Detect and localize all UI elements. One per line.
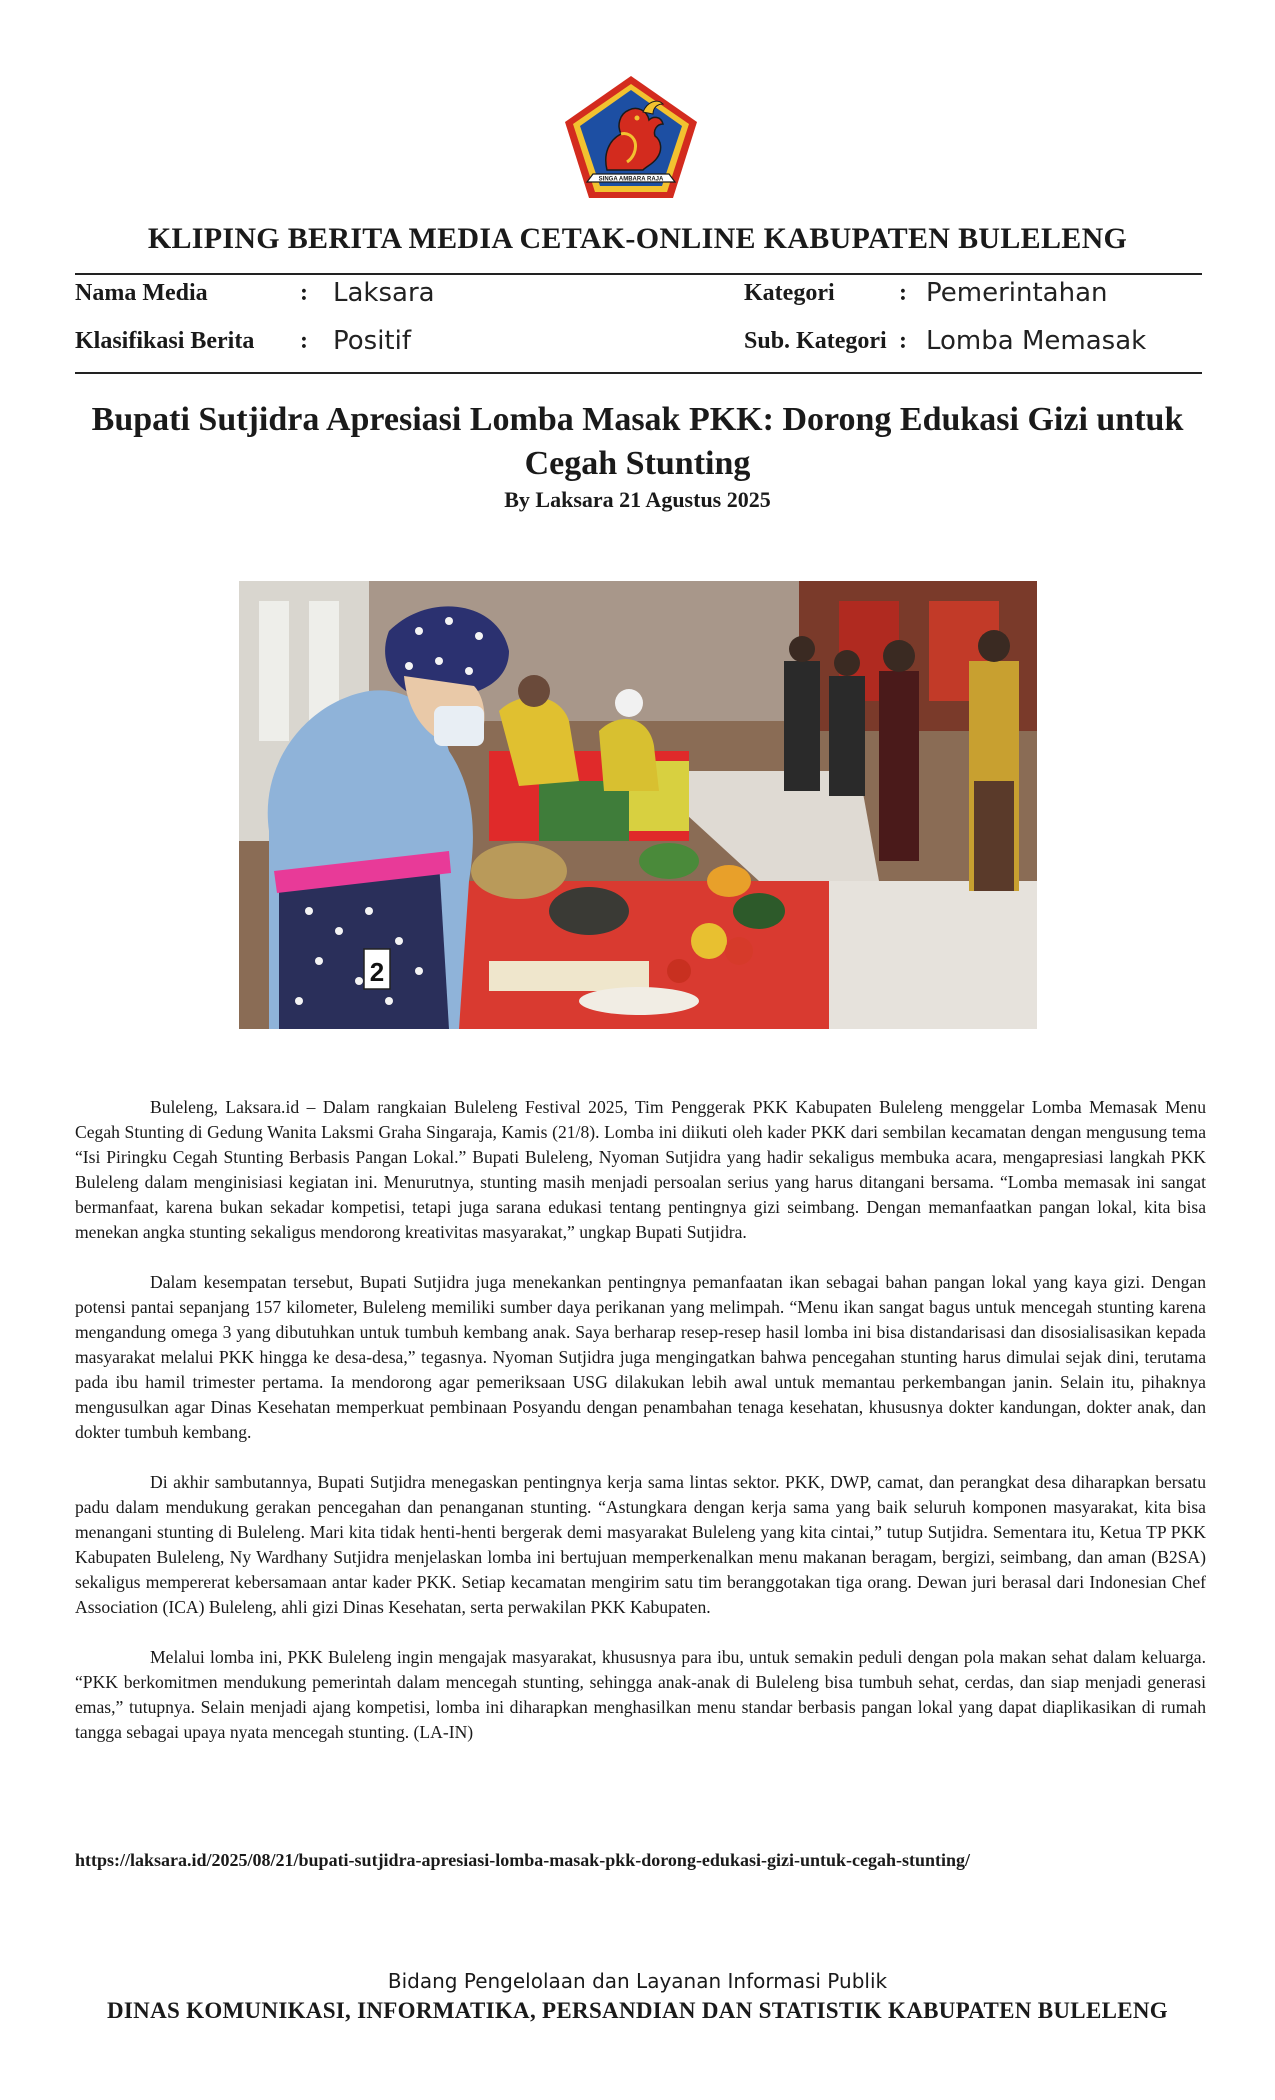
header-divider <box>75 273 1202 275</box>
category-label: Kategori <box>744 280 835 306</box>
news-classification-label: Klasifikasi Berita <box>75 328 255 354</box>
meta-divider <box>75 372 1202 374</box>
footer-agency-name: DINAS KOMUNIKASI, INFORMATIKA, PERSANDIAN DAN STATISTIK KABUPATEN BULELENG <box>107 1998 1168 2023</box>
media-name-value: Laksara <box>333 278 435 308</box>
article-paragraph-2: Dalam kesempatan tersebut, Bupati Sutjidra juga menekankan pentingnya pemanfaatan ikan sebagai bahan pangan lokal yang kaya gizi. Dengan potensi pantai sepanjang 157 kilometer, Buleleng memiliki sumber daya perikanan yang melimpah. “Menu ikan sangat bagus untuk mencegah stunting karena mengandung omega 3 yang dibutuhkan untuk tumbuh kembang anak. Saya berharap resep-resep hasil lomba ini bisa distandarisasi dan disosialisasikan kepada masyarakat melalui PKK hingga ke desa-desa,” tegasnya. Nyoman Sutjidra juga mengingatkan bahwa pencegahan stunting harus dimulai sejak dini, terutama pada ibu hamil trimester pertama. Ia mendorong agar pemeriksaan USG dilakukan lebih awal untuk memantau perkembangan janin. Selain itu, pihaknya mengusulkan agar Dinas Kesehatan memperkuat pembinaan Posyandu dengan penambahan tenaga kesehatan, khususnya dokter kandungan, dokter anak, dan dokter tumbuh kembang. <box>75 1272 1206 1442</box>
footer-division-name: Bidang Pengelolaan dan Layanan Informasi Publik <box>387 1969 888 1993</box>
media-name-label: Nama Media <box>75 280 208 306</box>
clipping-header-title: KLIPING BERITA MEDIA CETAK-ONLINE KABUPATEN BULELENG <box>147 222 1128 255</box>
contestant-number: 2 <box>369 957 385 987</box>
category-separator: : <box>899 280 907 306</box>
news-classification-value: Positif <box>333 326 411 356</box>
news-classification-separator: : <box>300 328 308 354</box>
category-value: Pemerintahan <box>926 278 1108 308</box>
article-paragraph-1: Buleleng, Laksara.id – Dalam rangkaian Buleleng Festival 2025, Tim Penggerak PKK Kabupaten Buleleng menggelar Lomba Memasak Menu Cegah Stunting di Gedung Wanita Laksmi Graha Singaraja, Kamis (21/8). Lomba ini diikuti oleh kader PKK dari sembilan kecamatan dengan mengusung tema “Isi Piringku Cegah Stunting Berbasis Pangan Lokal.” Bupati Buleleng, Nyoman Sutjidra yang hadir sekaligus membuka acara, mengapresiasi langkah PKK Buleleng dalam menginisiasi kegiatan ini. Menurutnya, stunting masih menjadi persoalan serius yang harus ditangani bersama. “Lomba memasak ini sangat bermanfaat, karena bukan sekadar kompetisi, tetapi juga sarana edukasi tentang pentingnya gizi seimbang. Dengan memanfaatkan pangan lokal, kita bisa menekan angka stunting sekaligus mendorong kreativitas masyarakat,” ungkap Bupati Sutjidra. <box>75 1097 1206 1242</box>
source-url-link[interactable]: https://laksara.id/2025/08/21/bupati-sutjidra-apresiasi-lomba-masak-pkk-dorong-edukasi-gizi-untuk-cegah-stunting/ <box>75 1850 970 1870</box>
cooking-contest-photo <box>239 581 1037 1029</box>
media-name-separator: : <box>300 280 308 306</box>
emblem-graphic <box>563 74 699 200</box>
article-byline: By Laksara 21 Agustus 2025 <box>504 487 771 512</box>
article-paragraph-4: Melalui lomba ini, PKK Buleleng ingin mengajak masyarakat, khususnya para ibu, untuk semakin peduli dengan pola makan sehat dalam keluarga. “PKK berkomitmen mendukung pemerintah dalam mencegah stunting, sehingga anak-anak di Buleleng bisa tumbuh sehat, cerdas, dan siap menjadi generasi emas,” tutupnya. Selain menjadi ajang kompetisi, lomba ini diharapkan menghasilkan menu standar berbasis pangan lokal yang dapat diaplikasikan di rumah tangga sebagai upaya nyata mencegah stunting. (LA-IN) <box>75 1647 1206 1742</box>
sub-category-separator: : <box>899 328 907 354</box>
article-headline: Bupati Sutjidra Apresiasi Lomba Masak PKK: Dorong Edukasi Gizi untuk Cegah Stunting <box>91 401 1184 482</box>
article-photo <box>239 581 1037 1029</box>
buleleng-regency-emblem <box>563 74 699 200</box>
sub-category-value: Lomba Memasak <box>926 326 1147 356</box>
sub-category-label: Sub. Kategori <box>744 328 887 354</box>
article-paragraph-3: Di akhir sambutannya, Bupati Sutjidra menegaskan pentingnya kerja sama lintas sektor. PKK, DWP, camat, dan perangkat desa diharapkan bersatu padu dalam mendukung gerakan pencegahan dan penanganan stunting. “Astungkara dengan kerja sama yang baik seluruh komponen masyarakat, kita bisa menangani stunting di Buleleng. Mari kita tidak henti-henti bergerak demi masyarakat Buleleng yang kita cintai,” tutup Sutjidra. Sementara itu, Ketua TP PKK Kabupaten Buleleng, Ny Wardhany Sutjidra menjelaskan lomba ini bertujuan memperkenalkan menu makanan beragam, bergizi, seimbang, dan aman (B2SA) sekaligus mempererat kebersamaan antar kader PKK. Setiap kecamatan mengirim satu tim beranggotakan tiga orang. Dewan juri berasal dari Indonesian Chef Association (ICA) Buleleng, ahli gizi Dinas Kesehatan, serta perwakilan PKK Kabupaten. <box>75 1472 1206 1617</box>
emblem-ribbon-text: SINGA AMBARA RAJA <box>598 176 664 183</box>
article-body <box>75 1095 1206 1770</box>
